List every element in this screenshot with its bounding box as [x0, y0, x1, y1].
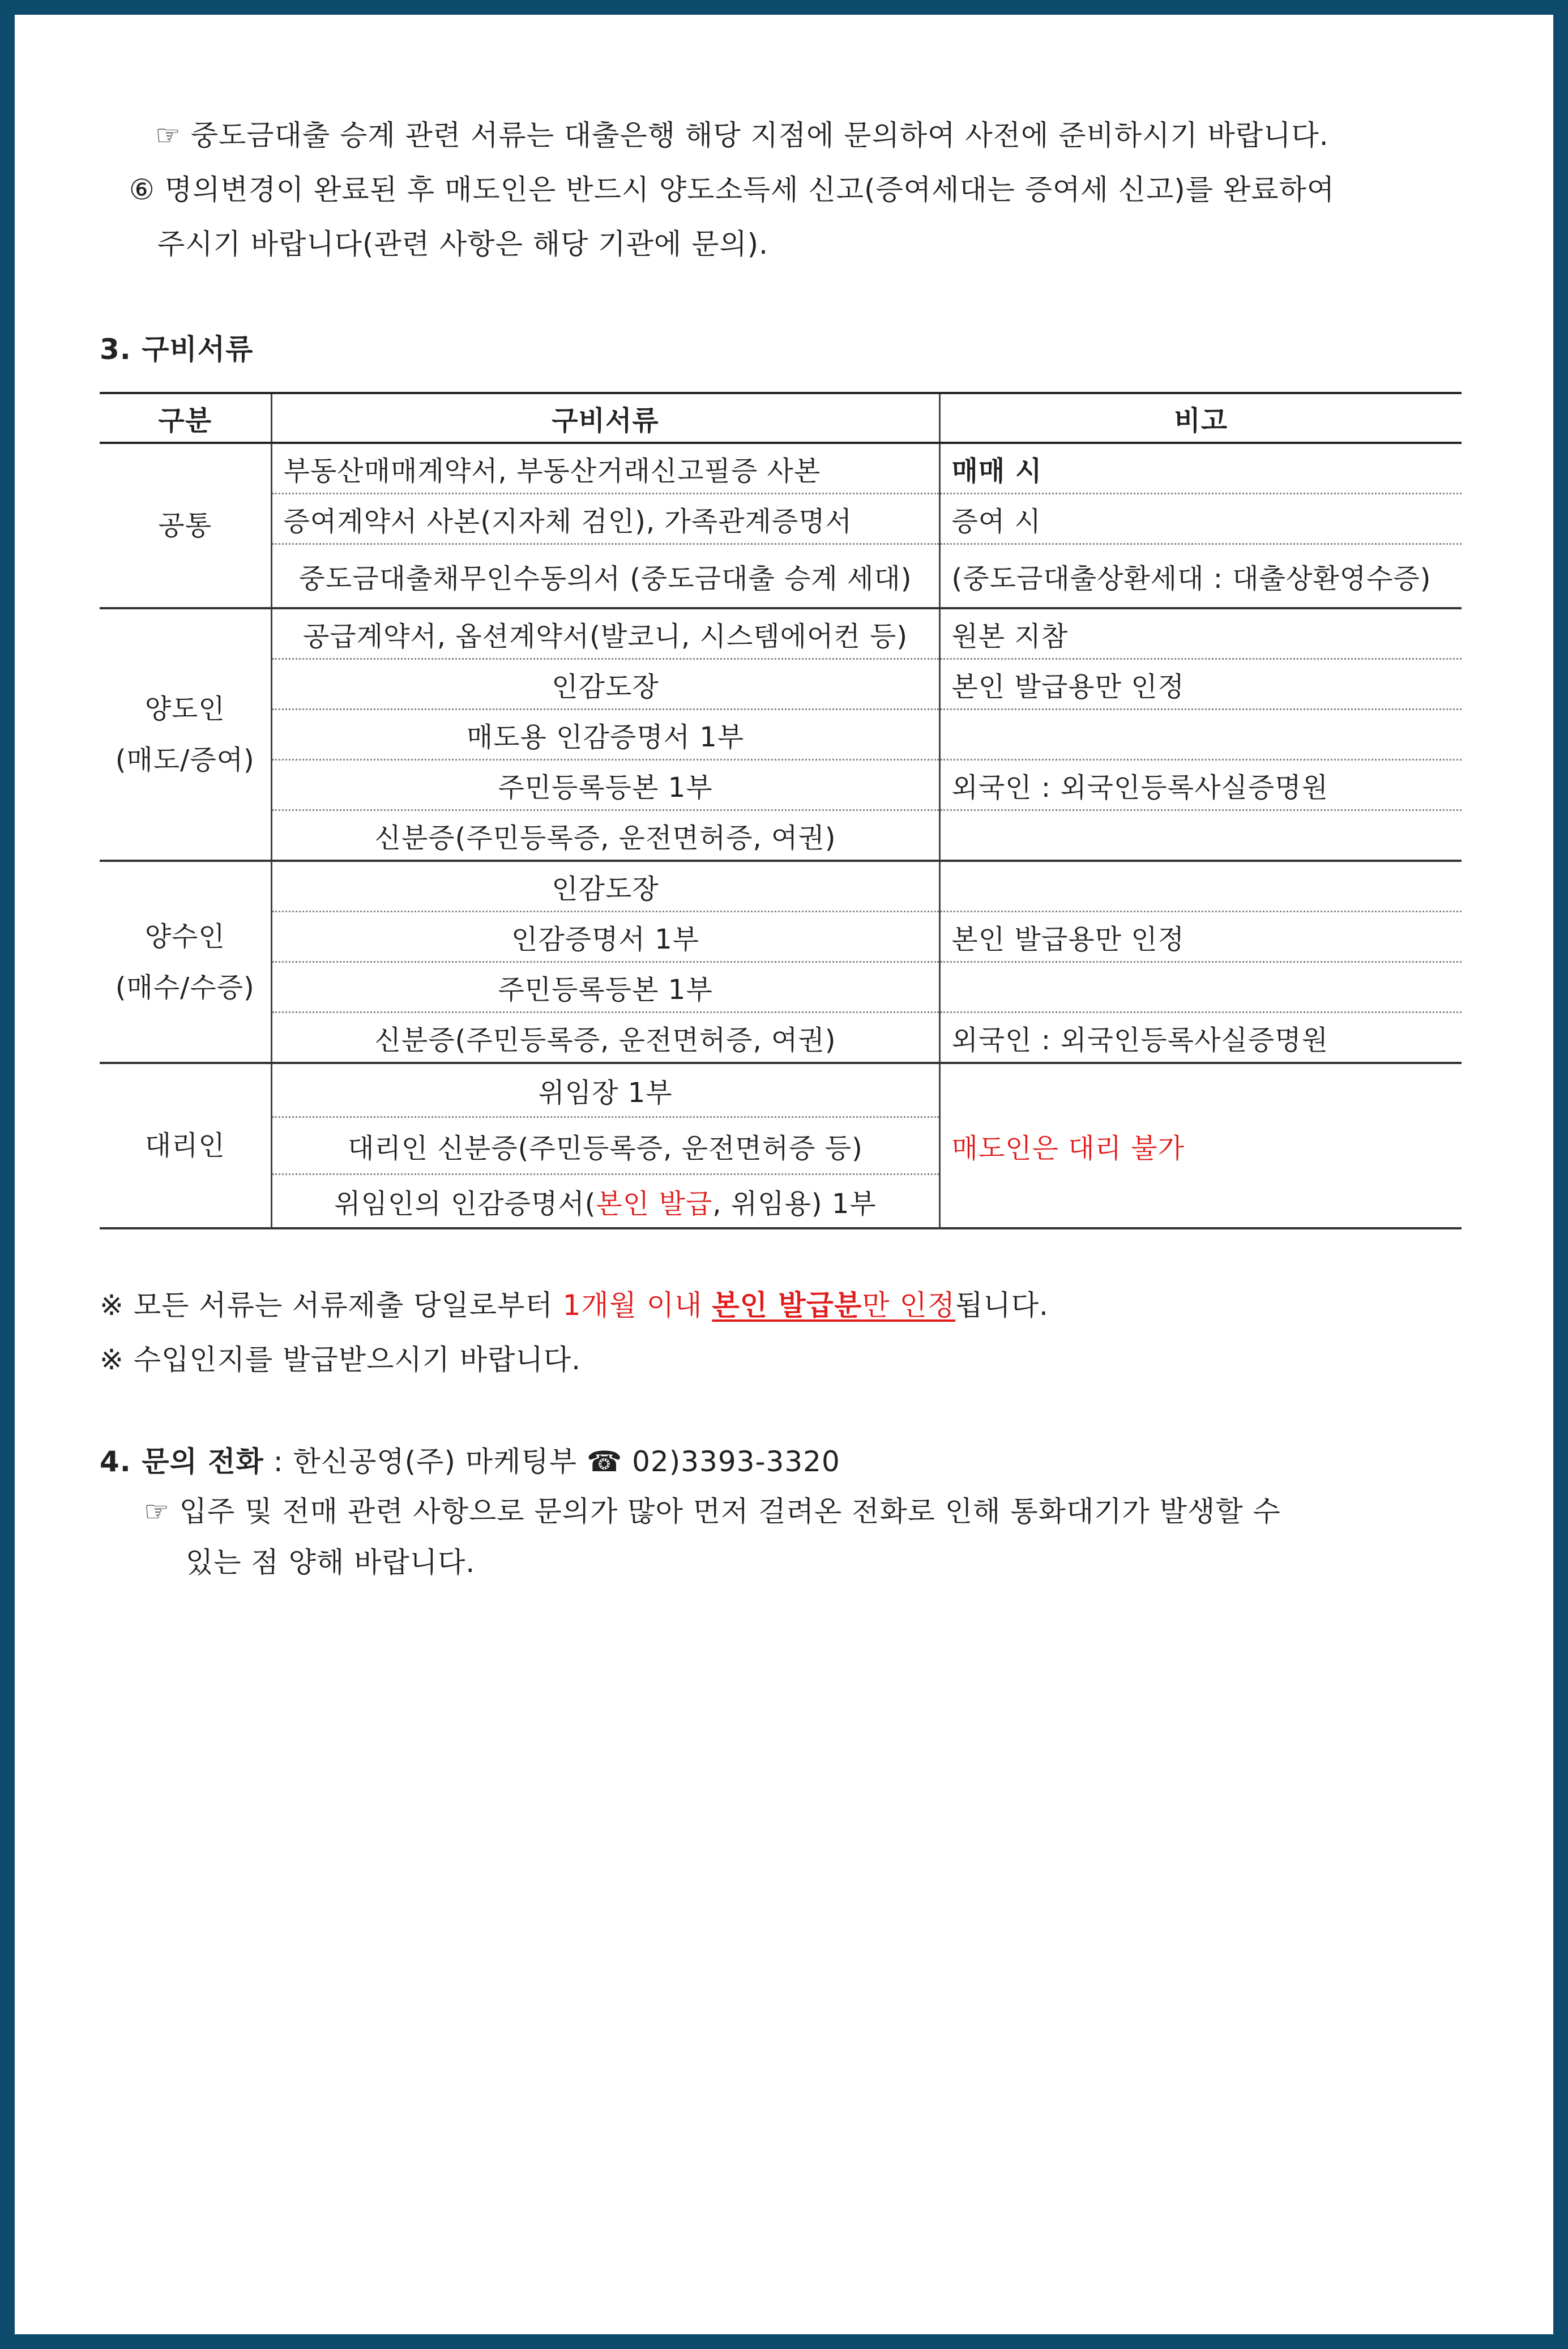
table-row — [100, 494, 1462, 544]
footnote-1 — [100, 1285, 1049, 1325]
group-agent: 대리인 — [100, 1063, 271, 1228]
note-cell: 증여 시 — [939, 494, 1462, 544]
note-cell — [939, 861, 1462, 912]
section-4-title: 4. 문의 전화 — [100, 1445, 264, 1478]
table-row — [100, 861, 1462, 912]
document-page — [15, 15, 1553, 2334]
note-cell: (중도금대출상환세대 : 대출상환영수증) — [939, 544, 1462, 609]
header-group: 구분 — [100, 393, 271, 443]
doc-cell: 증여계약서 사본(지자체 검인), 가족관계증명서 — [271, 494, 939, 544]
doc-text-highlight: 본인 발급 — [596, 1188, 713, 1220]
group-buyer-sublabel: (매수/수증) — [115, 971, 255, 1003]
table-header-row — [100, 393, 1462, 443]
table-row — [100, 544, 1462, 609]
note-cell: 외국인 : 외국인등록사실증명원 — [939, 760, 1462, 810]
doc-cell: 신분증(주민등록증, 운전면허증, 여권) — [271, 1013, 939, 1064]
table-row — [100, 608, 1462, 659]
doc-cell: 매도용 인감증명서 1부 — [271, 710, 939, 760]
note-cell: 매매 시 — [939, 443, 1462, 494]
table-row — [100, 810, 1462, 861]
doc-cell: 부동산매매계약서, 부동산거래신고필증 사본 — [271, 443, 939, 494]
note-cell: 본인 발급용만 인정 — [939, 659, 1462, 710]
table-row — [100, 760, 1462, 810]
note-cell: 외국인 : 외국인등록사실증명원 — [939, 1013, 1462, 1064]
footnote-highlight: 1개월 이내 — [562, 1289, 712, 1322]
table-row — [100, 912, 1462, 962]
header-note: 비고 — [939, 393, 1462, 443]
note-cell — [939, 962, 1462, 1013]
header-docs: 구비서류 — [271, 393, 939, 443]
table-row — [100, 710, 1462, 760]
doc-cell — [271, 1174, 939, 1229]
note-cell: 본인 발급용만 인정 — [939, 912, 1462, 962]
table-row — [100, 1063, 1462, 1117]
section-4-contact: : 한신공영(주) 마케팅부 ☎ 02)3393-3320 — [263, 1445, 840, 1478]
agent-note-cell: 매도인은 대리 불가 — [939, 1063, 1462, 1228]
doc-cell: 위임장 1부 — [271, 1063, 939, 1117]
intro-line-1: ☞ 중도금대출 승계 관련 서류는 대출은행 해당 지점에 문의하여 사전에 준비하시기 바랍니다. — [155, 119, 1329, 152]
doc-cell: 신분증(주민등록증, 운전면허증, 여권) — [271, 810, 939, 861]
section-4-note-2: 있는 점 양해 바랍니다. — [186, 1546, 476, 1579]
footnote-highlight-bold: 본인 발급분 — [712, 1289, 862, 1322]
group-buyer — [100, 861, 271, 1063]
table-row — [100, 443, 1462, 494]
doc-cell: 대리인 신분증(주민등록증, 운전면허증 등) — [271, 1117, 939, 1174]
doc-cell: 인감도장 — [271, 659, 939, 710]
footnote-highlight: 만 인정 — [862, 1289, 956, 1322]
doc-cell: 중도금대출채무인수동의서 (중도금대출 승계 세대) — [271, 544, 939, 609]
footnote-text: ※ 모든 서류는 서류제출 당일로부터 — [100, 1289, 563, 1322]
section-3-title: 3. 구비서류 — [100, 333, 254, 366]
note-cell — [939, 810, 1462, 861]
table-row — [100, 962, 1462, 1013]
group-seller — [100, 608, 271, 861]
doc-cell: 인감증명서 1부 — [271, 912, 939, 962]
note-cell: 원본 지참 — [939, 608, 1462, 659]
intro-line-2: ⑥ 명의변경이 완료된 후 매도인은 반드시 양도소득세 신고(증여세대는 증여세 신고)를 완료하여 — [129, 173, 1335, 206]
intro-line-3: 주시기 바랍니다(관련 사항은 해당 기관에 문의). — [157, 228, 769, 260]
doc-text: , 위임용) 1부 — [712, 1188, 877, 1220]
table-row — [100, 659, 1462, 710]
doc-cell: 주민등록등본 1부 — [271, 962, 939, 1013]
footnote-text: 됩니다. — [955, 1289, 1049, 1322]
note-cell — [939, 710, 1462, 760]
table-row — [100, 1013, 1462, 1064]
doc-text: 위임인의 인감증명서( — [334, 1188, 596, 1220]
doc-cell: 주민등록등본 1부 — [271, 760, 939, 810]
group-buyer-label: 양수인 — [144, 920, 225, 953]
doc-cell: 인감도장 — [271, 861, 939, 912]
group-common: 공통 — [100, 443, 271, 608]
group-seller-sublabel: (매도/증여) — [115, 744, 255, 776]
required-documents-table — [100, 392, 1462, 1229]
group-seller-label: 양도인 — [144, 693, 225, 725]
section-4-heading — [100, 1442, 840, 1481]
doc-cell: 공급계약서, 옵션계약서(발코니, 시스템에어컨 등) — [271, 608, 939, 659]
footnote-2: ※ 수입인지를 발급받으시기 바랍니다. — [100, 1343, 581, 1376]
section-4-note-1: ☞ 입주 및 전매 관련 사항으로 문의가 많아 먼저 걸려온 전화로 인해 통화대기가 발생할 수 — [144, 1495, 1281, 1528]
